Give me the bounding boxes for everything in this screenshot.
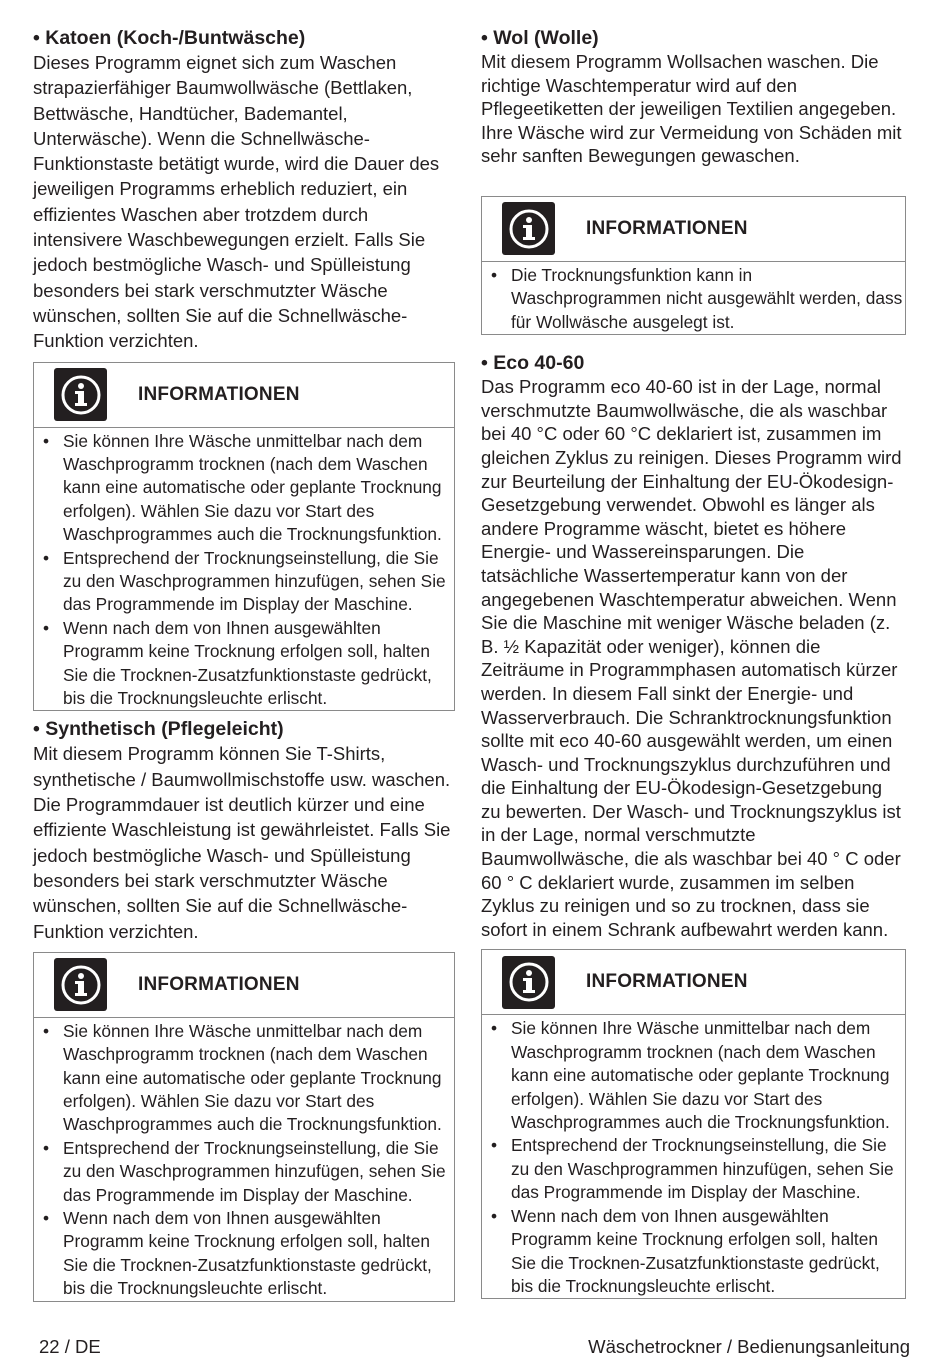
list-item: • Entsprechend der Trocknungseinstellung, die Sie zu den Waschprogrammen hinzufügen, sehen Sie das Programmende im Display der Maschine.: [34, 1137, 454, 1207]
info-list: [482, 1015, 905, 1298]
list-item: • Entsprechend der Trocknungseinstellung, die Sie zu den Waschprogrammen hinzufügen, sehen Sie das Programmende im Display der Maschine.: [34, 547, 454, 617]
list-item: • Sie können Ihre Wäsche unmittelbar nach dem Waschprogramm trocknen (nach dem Waschen kann eine automatische oder geplante Trocknung erfolgen). Wählen Sie dazu vor Start des Waschprogrammes auch die Trocknungsfunktion.: [34, 430, 454, 547]
info-list: [482, 262, 905, 334]
info-box-header: [34, 363, 454, 428]
list-item: • Entsprechend der Trocknungseinstellung, die Sie zu den Waschprogrammen hinzufügen, sehen Sie das Programmende im Display der Maschine.: [482, 1134, 905, 1204]
list-item: • Wenn nach dem von Ihnen ausgewählten Programm keine Trocknung erfolgen soll, halten Sie die Trocknen-Zusatzfunktionstaste gedrückt, bis die Trocknungsleuchte erlischt.: [34, 1207, 454, 1301]
info-list: [34, 1018, 454, 1301]
info-icon: [502, 202, 555, 255]
list-item: • Wenn nach dem von Ihnen ausgewählten Programm keine Trocknung erfolgen soll, halten Sie die Trocknen-Zusatzfunktionstaste gedrückt, bis die Trocknungsleuchte erlischt.: [482, 1205, 905, 1299]
section-heading-katoen: • Katoen (Koch-/Buntwäsche): [33, 27, 306, 49]
info-box: [33, 952, 455, 1302]
left-column: [33, 26, 455, 1308]
list-item: • Die Trocknungsfunktion kann in Waschprogrammen nicht ausgewählt werden, dass für Wollwäsche ausgelegt ist.: [482, 264, 905, 334]
info-box-title: INFORMATIONEN: [586, 217, 748, 239]
section-heading-wol: • Wol (Wolle): [481, 27, 599, 49]
right-column: [481, 26, 906, 1305]
info-icon: [54, 368, 107, 421]
page-number: 22 / DE: [39, 1336, 101, 1357]
section-text-wol: Mit diesem Programm Wollsachen waschen. Die richtige Waschtemperatur wird auf den Pflegeetiketten der jeweiligen Textilien angegeben. Ihre Wäsche wird zur Vermeidung von Schäden mit sehr sanften Bewegungen gewaschen.: [481, 51, 902, 167]
info-box-title: INFORMATIONEN: [138, 973, 300, 995]
list-item: • Sie können Ihre Wäsche unmittelbar nach dem Waschprogramm trocknen (nach dem Waschen kann eine automatische oder geplante Trocknung erfolgen). Wählen Sie dazu vor Start des Waschprogrammes auch die Trocknungsfunktion.: [34, 1020, 454, 1137]
footer-title: Wäschetrockner / Bedienungsanleitung: [588, 1336, 910, 1357]
info-box-title: INFORMATIONEN: [586, 971, 748, 993]
list-item: • Sie können Ihre Wäsche unmittelbar nach dem Waschprogramm trocknen (nach dem Waschen kann eine automatische oder geplante Trocknung erfolgen). Wählen Sie dazu vor Start des Waschprogrammes auch die Trocknungsfunktion.: [482, 1017, 905, 1134]
info-icon: [502, 956, 555, 1009]
info-list: [34, 428, 454, 711]
info-box: [481, 196, 906, 335]
section-text-synthetisch: Mit diesem Programm können Sie T-Shirts, synthetische / Baumwollmischstoffe usw. waschen. Die Programmdauer ist deutlich kürzer und eine effiziente Waschleistung ist gewährleistet. Falls Sie jedoch bestmögliche Wasch- und Spülleistung besonders bei stark verschmutzter Wäsche wünschen, sollten Sie auf die Schnellwäsche-Funktion verzichten.: [33, 743, 451, 942]
info-icon: [54, 958, 107, 1011]
list-item: • Wenn nach dem von Ihnen ausgewählten Programm keine Trocknung erfolgen soll, halten Sie die Trocknen-Zusatzfunktionstaste gedrückt, bis die Trocknungsleuchte erlischt.: [34, 617, 454, 711]
section-heading-synthetisch: • Synthetisch (Pflegeleicht): [33, 718, 284, 741]
info-box: [481, 949, 906, 1299]
section-text-katoen: Dieses Programm eignet sich zum Waschen strapazierfähiger Baumwollwäsche (Bettlaken, Bettwäsche, Handtücher, Bademantel, Unterwäsche). Wenn die Schnellwäsche-Funktionstaste betätigt wurde, wird die Dauer des jeweiligen Programms erheblich reduziert, ein effizientes Waschen aber trotzdem durch intensivere Waschbewegungen erzielt. Falls Sie jedoch bestmögliche Wasch- und Spülleistung besonders bei stark verschmutzter Wäsche wünschen, sollten Sie auf die Schnellwäsche-Funktion verzichten.: [33, 52, 440, 352]
section-heading-eco: • Eco 40-60: [481, 352, 585, 375]
info-box-header: [34, 953, 454, 1018]
info-box-header: [482, 197, 905, 262]
info-box-title: INFORMATIONEN: [138, 383, 300, 405]
section-text-eco: Das Programm eco 40-60 ist in der Lage, normal verschmutzte Baumwollwäsche, die als waschbar bei 40 °C oder 60 °C deklariert ist, zusammen im gleichen Zyklus zu reinigen. Dieses Programm wird zur Beurteilung der Einhaltung der EU-Ökodesign-Gesetzgebung verwendet. Obwohl es länger als andere Programme wäscht, bietet es höhere Energie- und Wassereinsparungen. Die tatsächliche Wassertemperatur kann von der angegebenen Waschtemperatur abweichen. Wenn Sie die Maschine mit weniger Wäsche beladen (z. B. ½ Kapazität oder weniger), können die Zeiträume in Programmphasen automatisch kürzer werden. In diesem Fall sinkt der Energie- und Wasserverbrauch. Die Schranktrocknungsfunktion sollte mit eco 40-60 ausgewählt werden, um einen Wasch- und Trocknungszyklus durchzuführen und die Einhaltung der EU-Ökodesign-Gesetzgebung zu bewerten. Der Wasch- und Trocknungszyklus ist in der Lage, normal verschmutzte Baumwollwäsche, die als waschbar bei 40 ° C oder 60 ° C deklariert wurde, zusammen im selben Zyklus zu reinigen und so zu trocknen, dass sie sofort in einem Schrank aufbewahrt werden kann.: [481, 376, 902, 940]
info-box-header: [482, 950, 905, 1015]
info-box: [33, 362, 455, 712]
